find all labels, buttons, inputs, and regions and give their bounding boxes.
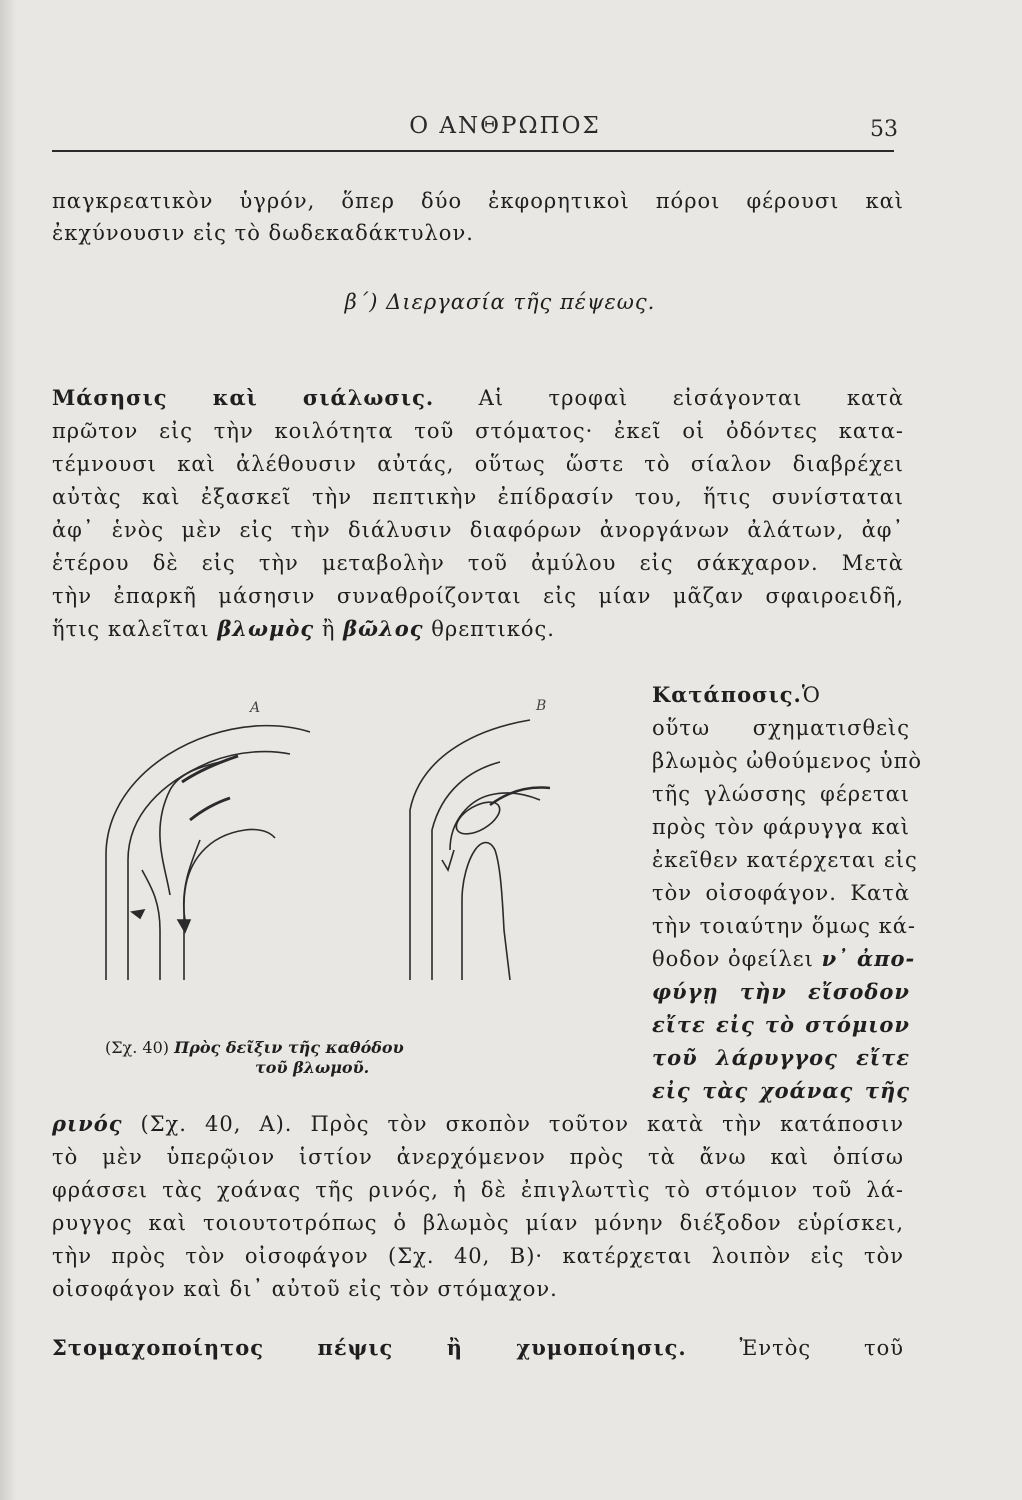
paragraph-line: ἑτέρου δὲ εἰς τὴν μεταβολὴν τοῦ ἀμύλου εἰς σάκχαρον. Μετὰ: [52, 551, 904, 575]
wheat-ear-b: [190, 798, 230, 820]
paragraph-line: τῆς γλώσσης φέρεται: [652, 782, 910, 806]
paragraph-line: ρινός (Σχ. 40, Α). Πρὸς τὸν σκοπὸν τοῦτον κατὰ τὴν κατάποσιν: [52, 1111, 904, 1136]
palate-b-outer: [410, 720, 530, 980]
arrow-head-a: [132, 910, 144, 918]
bolus-b: [451, 796, 505, 841]
palate-outer-curve: [106, 726, 310, 980]
bolus-path-a: [160, 762, 220, 895]
header-rule: [52, 150, 894, 152]
palate-inner-curve: [128, 752, 290, 980]
paragraph-line: ἐκχύνουσιν εἰς τὸ δωδεκαδάκτυλον.: [52, 221, 474, 245]
running-header: Ο ΑΝΘΡΩΠΟΣ: [409, 113, 601, 139]
figure-label-a: A: [250, 700, 261, 716]
paragraph-line: θοδον ὀφείλει ν᾽ ἀπο-: [652, 946, 916, 971]
paragraph-line: ρυγγος καὶ τοιουτοτρόπως ὁ βλωμὸς μίαν μόνην διέξοδον εὑρίσκει,: [52, 1211, 904, 1235]
paragraph-line: αὐτὰς καὶ ἐξασκεῖ τὴν πεπτικὴν ἐπίδρασίν του, ἥτις συνίσταται: [52, 485, 904, 509]
paragraph-line: Κατάποσις.Ὁ: [652, 682, 821, 707]
swallowing-heading: Κατάποσις.: [652, 682, 802, 707]
paragraph-line: οἰσοφάγον καὶ δι᾽ αὐτοῦ εἰς τὸν στόμαχον.: [52, 1277, 558, 1301]
section-heading: β΄) Διεργασία τῆς πέψεως.: [344, 290, 656, 314]
panel-a: [106, 726, 310, 980]
paragraph-line: πρὸς τὸν φάρυγγα καὶ: [652, 815, 910, 839]
tongue-curve: [184, 829, 275, 980]
paragraph-line: Μάσησις καὶ σιάλωσις. Αἱ τροφαὶ εἰσάγονται κατὰ: [52, 385, 904, 410]
page-number: 53: [870, 117, 898, 142]
paragraph-line: φράσσει τὰς χοάνας τῆς ρινός, ἡ δὲ ἐπιγλωττὶς τὸ στόμιον τοῦ λά-: [52, 1178, 904, 1202]
wheat-ear-b2: [490, 788, 550, 805]
paragraph-line: εἰς τὰς χοάνας τῆς: [652, 1078, 910, 1103]
paragraph-line: παγκρεατικὸν ὑγρόν, ὅπερ δύο ἐκφορητικοὶ πόροι φέρουσι καὶ: [52, 189, 904, 213]
paragraph-line: ἐκεῖθεν κατέρχεται εἰς: [652, 848, 918, 872]
arrow-head-b: [178, 920, 190, 932]
paragraph-line: βλωμὸς ὠθούμενος ὑπὸ: [652, 749, 923, 773]
paragraph-line: τὸν οἰσοφάγον. Κατὰ: [652, 881, 910, 905]
paragraph-line: εἴτε εἰς τὸ στόμιον: [652, 1012, 910, 1037]
paragraph-line: Στομαχοποίητος πέψις ἢ χυμοποίησις. Ἐντὸς τοῦ: [52, 1335, 904, 1360]
paragraph-line: ἥτις καλεῖται βλωμὸς ἢ βῶλος θρεπτικός.: [52, 616, 555, 641]
paragraph-line: ἀφ᾽ ἑνὸς μὲν εἰς τὴν διάλυσιν διαφόρων ἀνοργάνων ἀλάτων, ἀφ᾽: [52, 518, 904, 542]
paragraph-line: τοῦ λάρυγγος εἴτε: [652, 1045, 910, 1070]
arrow-b: [442, 850, 454, 870]
panel-b: [410, 720, 550, 980]
paragraph-line: οὕτω σχηματισθεὶς: [652, 716, 910, 740]
wheat-ear-a: [182, 756, 238, 782]
paragraph-line: τὸ μὲν ὑπερῷιον ἱστίον ἀνερχόμενον πρὸς τὰ ἄνω καὶ ὀπίσω: [52, 1145, 904, 1169]
pharynx-wall: [142, 870, 160, 980]
paragraph-line: φύγῃ τὴν εἴσοδον: [652, 979, 910, 1004]
page-edge: [0, 0, 16, 1500]
paragraph-line: τὴν τοιαύτην ὅμως κά-: [652, 914, 916, 938]
bolus-path-b: [184, 840, 200, 920]
paragraph-line: τὴν πρὸς τὸν οἰσοφάγον (Σχ. 40, Β)· κατέρχεται λοιπὸν εἰς τὸν: [52, 1244, 904, 1268]
paragraph-line: τέμνουσι καὶ ἀλέθουσιν αὐτάς, οὕτως ὥστε τὸ σίαλον διαβρέχει: [52, 452, 904, 476]
figure-caption: (Σχ. 40) Πρὸς δεῖξιν τῆς καθόδου τοῦ βλωμοῦ.: [105, 1038, 404, 1077]
larynx-b: [462, 843, 510, 981]
figure-label-b: B: [536, 698, 547, 714]
mastication-heading: Μάσησις καὶ σιάλωσις.: [52, 385, 435, 410]
stomach-heading: Στομαχοποίητος πέψις ἢ χυμοποίησις.: [52, 1335, 687, 1360]
swallowing-figure: [70, 690, 590, 1020]
paragraph-line: τὴν ἐπαρκῆ μάσησιν συναθροίζονται εἰς μίαν μᾶζαν σφαιροειδῆ,: [52, 584, 904, 608]
paragraph-line: πρῶτον εἰς τὴν κοιλότητα τοῦ στόματος· ἐκεῖ οἱ ὀδόντες κατα-: [52, 419, 904, 443]
